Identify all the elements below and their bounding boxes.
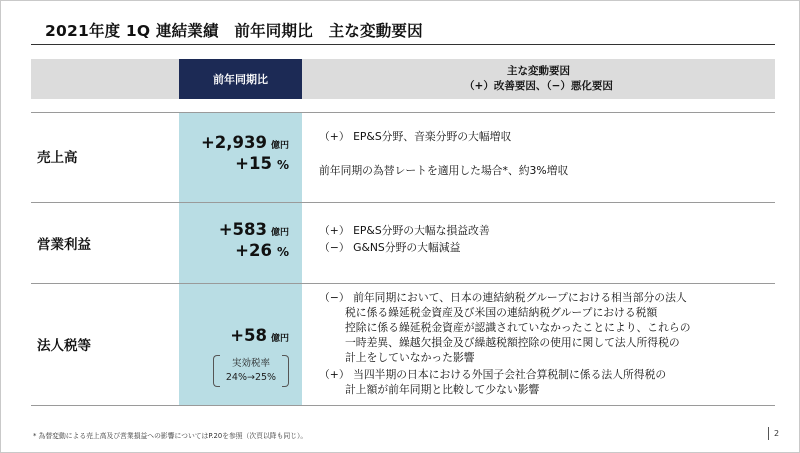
sales-pct-value: +15: [235, 154, 272, 173]
header-factors-legend: （+）改善要因、（−）悪化要因: [464, 80, 613, 92]
sales-unit: 億円: [270, 141, 289, 151]
op-income-amount: +583: [218, 220, 267, 239]
page-title: 2021年度 1Q 連結業績 前年同期比 主な変動要因: [45, 22, 423, 40]
taxes-factor-5: 計上をしていなかった影響: [345, 351, 475, 364]
page-number: 2: [774, 429, 780, 438]
title-rule: [31, 44, 775, 45]
sales-factor-2: 前年同期の為替レートを適用した場合*、約3%増収: [319, 164, 569, 177]
footnote: * 為替変動による売上高及び営業損益への影響についてはP.20を参照（次頁以降も同じ）。: [33, 432, 308, 440]
taxes-factor-4: 一時差異、繰越欠損金及び繰越税額控除の使用に関して法人所得税の: [345, 336, 680, 349]
taxes-value: [230, 326, 289, 345]
taxes-factor-1: （−） 前年同期において、日本の連結納税グループにおける相当部分の法人: [319, 291, 687, 304]
op-income-unit: 億円: [270, 228, 289, 238]
op-income-factor-1: （+） EP&S分野の大幅な損益改善: [319, 224, 490, 237]
sales-factor-1: （+） EP&S分野、音楽分野の大幅増収: [319, 130, 512, 143]
row-divider: [31, 112, 775, 113]
row-label-operating-income: 営業利益: [37, 237, 91, 253]
op-income-pct: [235, 241, 289, 260]
header-factors-title: 主な変動要因: [507, 65, 570, 77]
op-income-factor-2: （−） G&NS分野の大幅減益: [319, 241, 461, 254]
row-divider: [31, 405, 775, 406]
sales-pct-unit: %: [276, 158, 289, 172]
op-income-value: [219, 220, 289, 239]
row-label-sales: 売上高: [37, 150, 78, 166]
taxes-factor-2: 税に係る繰延税金資産及び米国の連結納税グループにおける税額: [345, 306, 658, 319]
sales-amount: +2,939: [200, 133, 267, 152]
sales-value: [201, 133, 289, 152]
tax-rate-label: 実効税率: [231, 358, 270, 369]
taxes-unit: 億円: [270, 334, 289, 344]
row-divider: [31, 283, 775, 284]
row-divider: [31, 202, 775, 203]
taxes-factor-6: （+） 当四半期の日本における外国子会社合算税制に係る法人所得税の: [319, 368, 667, 381]
page-number-separator: [768, 427, 769, 440]
op-income-pct-value: +26: [235, 241, 272, 260]
sales-pct: [235, 154, 289, 173]
tax-rate-value: 24%→25%: [225, 372, 277, 383]
row-label-income-taxes: 法人税等: [37, 338, 91, 354]
effective-tax-rate-box: [213, 353, 289, 389]
taxes-factor-7: 計上額が前年同期と比較して少ない影響: [345, 383, 540, 396]
taxes-amount: +58: [230, 326, 267, 345]
header-factors: [302, 59, 775, 99]
op-income-pct-unit: %: [276, 245, 289, 259]
taxes-factor-3: 控除に係る繰延税金資産が認識されていなかったことにより、これらの: [345, 321, 691, 334]
header-yoy: 前年同期比: [179, 59, 302, 99]
